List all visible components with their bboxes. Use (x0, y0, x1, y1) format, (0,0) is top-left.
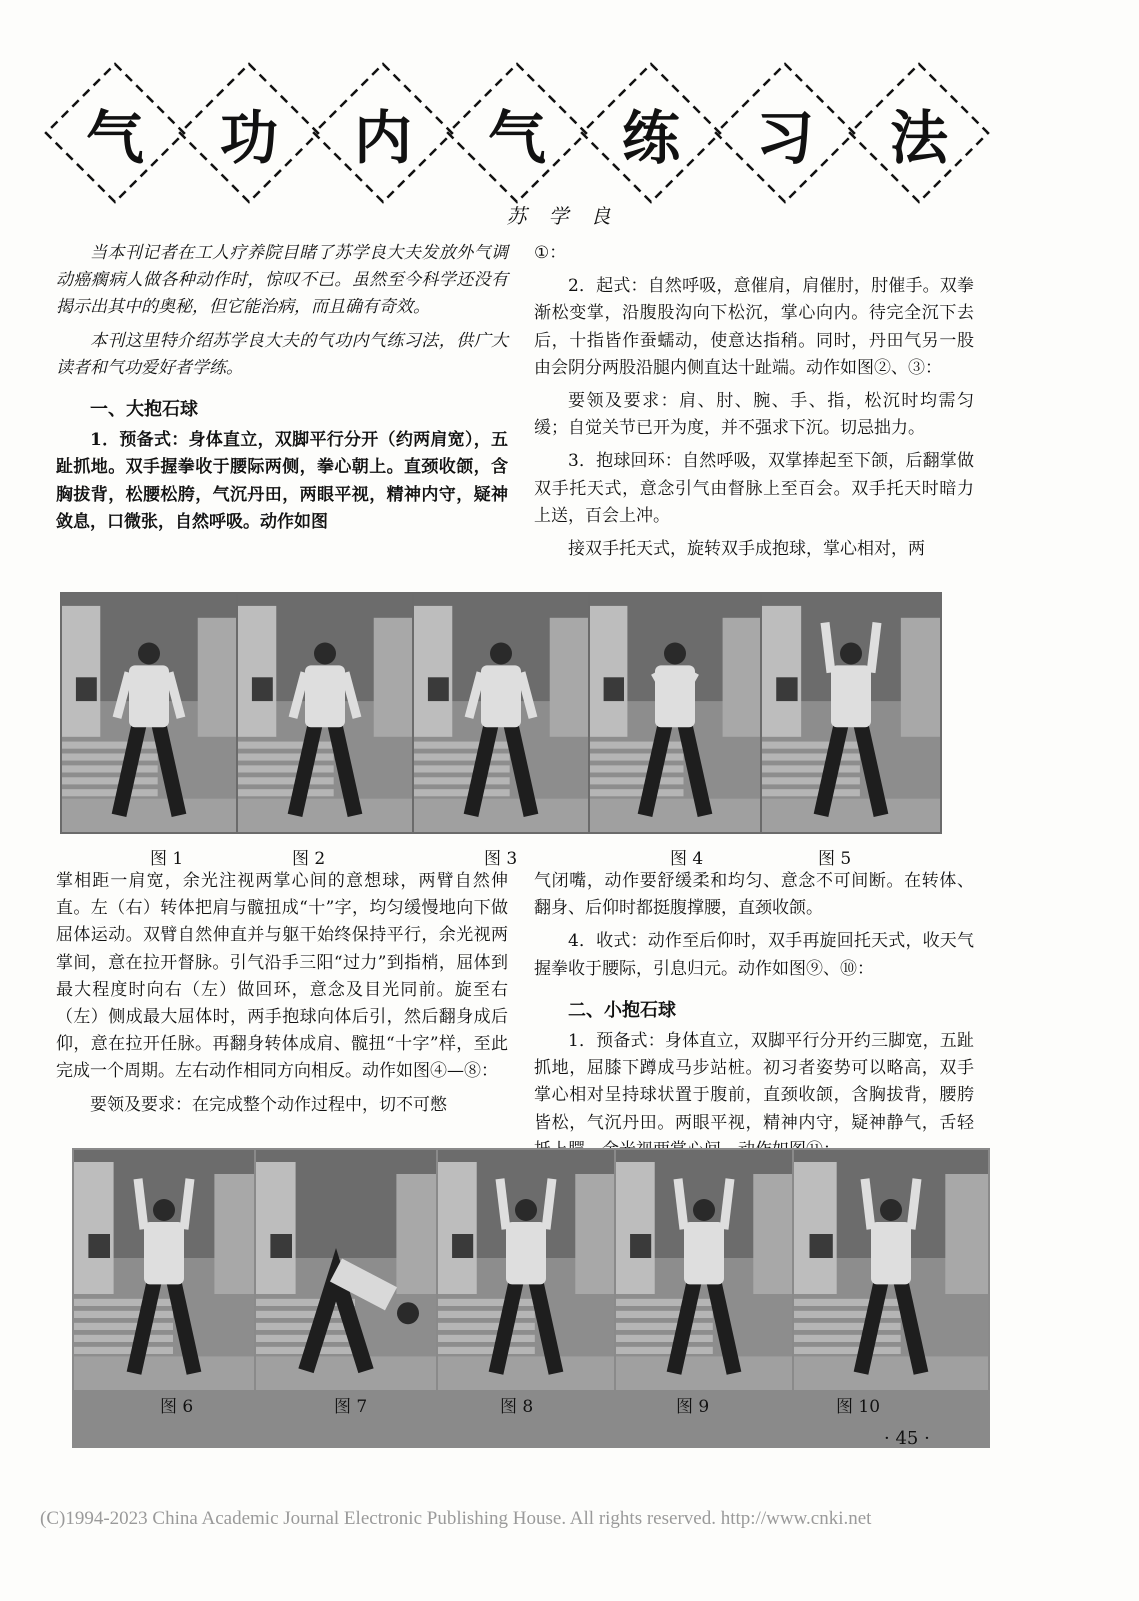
photo-strip-top (60, 592, 942, 834)
caption-figure-4: 图 4 (670, 849, 704, 869)
title-char-7: 法 (889, 104, 948, 172)
photo-figure-4 (590, 594, 760, 832)
step-4-paragraph: 4．收式：动作至后仰时，双手再旋回托天式，收天气握拳收于腰际，引息归元。动作如图⑨、⑩： (534, 931, 974, 979)
photo-figure-6 (74, 1150, 254, 1390)
photo-figure-3 (414, 594, 588, 832)
title-diamond-3 (308, 58, 458, 208)
caption-figure-9: 图 9 (676, 1397, 710, 1417)
step-2-paragraph: 2．起式：自然呼吸，意催肩，肩催肘，肘催手。双拳渐松变掌，沿腹股沟向下松沉，掌心向内。待完全沉下去后，十指皆作蚕蠕动，使意达指稍。同时，丹田气另一股由会阴分两股沿腿内侧直达十趾端。动作如图②、③： (534, 276, 974, 378)
caption-figure-8: 图 8 (500, 1397, 534, 1417)
captions-top (0, 844, 1139, 868)
photo-figure-7 (256, 1150, 436, 1390)
photo-figure-10 (794, 1150, 988, 1390)
step-1-paragraph: 1．预备式：身体直立，双脚平行分开（约两肩宽），五趾抓地。双手握拳收于腰际两侧，拳心朝上。直颈收颌，含胸拔背，松腰松胯，气沉丹田，两眼平视，精神内守，疑神敛息，口微张，自然呼吸。动作如图 (56, 430, 508, 532)
left-column-top (56, 240, 508, 542)
figure-8-image (438, 1150, 614, 1390)
title-diamond-5 (576, 58, 726, 208)
title-diamond-6 (710, 58, 860, 208)
figure-3-image (414, 594, 588, 832)
caption-figure-6: 图 6 (160, 1397, 194, 1417)
title-diamond-4 (442, 58, 592, 208)
photo-figure-5 (762, 594, 940, 832)
right-column-top (534, 240, 974, 569)
title-diamond-2 (174, 58, 324, 208)
copyright-footer: (C)1994-2023 China Academic Journal Electronic Publishing House. All rights reserved. http://www.cnki.net (40, 1508, 872, 1529)
page-number: · 45 · (884, 1428, 930, 1449)
photo-figure-2 (238, 594, 412, 832)
author-name: 苏学良 (506, 204, 633, 228)
figure-7-image (256, 1150, 436, 1390)
left-column-middle (56, 868, 508, 1125)
step-3-paragraph: 3．抱球回环：自然呼吸，双掌捧起至下颌，后翻掌做双手托天式，意念引气由督脉上至百会。双手托天时暗力上送，百会上冲。 (534, 451, 974, 526)
title-char-6: 习 (755, 104, 814, 172)
figure-1-image (62, 594, 236, 832)
figure-6-image (74, 1150, 254, 1390)
step-3-body: 掌相距一肩宽，余光注视两掌心间的意想球，两臂自然伸直。左（右）转体把肩与髋扭成“十”字，均匀缓慢地向下做屈体运动。双臂自然伸直并与躯干始终保持平行，余光视两掌间，意在拉开督脉。引气沿手三阳“过力”到指梢，屈体到最大程度时向右（左）做回环，意念及目光同前。旋至右（左）侧成最大屈体时，两手抱球向体后引，然后翻身成后仰，意在拉开任脉。再翻身转体成肩、髋扭“十字”样，至此完成一个周期。左右动作相同方向相反。动作如图④—⑧： (56, 871, 508, 1082)
step-3-requirements-continued: 气闭嘴，动作要舒缓柔和均匀、意念不可间断。在转体、翻身、后仰时都挺腹撑腰，直颈收颌。 (534, 871, 974, 919)
intro-paragraph-2: 本刊这里特介绍苏学良大夫的气功内气练习法，供广大读者和气功爱好者学练。 (56, 330, 508, 378)
photo-figure-9 (616, 1150, 792, 1390)
photo-figure-8 (438, 1150, 614, 1390)
title-char-5: 练 (621, 104, 680, 172)
title-diamond-1 (40, 58, 190, 208)
title-diamond-7 (844, 58, 994, 208)
figure-2-image (238, 594, 412, 832)
caption-figure-7: 图 7 (334, 1397, 368, 1417)
photo-figure-1 (62, 594, 236, 832)
step-3-requirements: 要领及要求：在完成整个动作过程中，切不可憋 (90, 1094, 447, 1115)
caption-figure-3: 图 3 (484, 849, 518, 869)
section-heading-2: 二、小抱石球 (568, 999, 676, 1021)
step-3-continued: 接双手托天式，旋转双手成抱球，掌心相对，两 (568, 539, 925, 560)
caption-figure-2: 图 2 (292, 849, 326, 869)
title-char-3: 内 (353, 104, 412, 172)
step-2-requirements: 要领及要求：肩、肘、腕、手、指，松沉时均需匀缓；自觉关节已开为度，并不强求下沉。切忌拙力。 (534, 391, 974, 439)
title-banner (40, 58, 1100, 198)
captions-bottom (0, 1392, 1139, 1416)
section-heading-1: 一、大抱石球 (90, 399, 198, 421)
title-char-1: 气 (85, 104, 144, 172)
caption-figure-1: 图 1 (150, 849, 184, 869)
figure-5-image (762, 594, 940, 832)
figure-10-image (794, 1150, 988, 1390)
section-2-step-1: 1．预备式：身体直立，双脚平行分开约三脚宽，五趾抓地，屈膝下蹲成马步站桩。初习者姿势可以略高，双手掌心相对呈持球状置于腹前，直颈收颌，含胸拔背，腰胯皆松，气沉丹田。两眼平视，精神内守，疑神静气，舌轻 (534, 1031, 974, 1133)
caption-figure-5: 图 5 (818, 849, 852, 869)
intro-paragraph-1: 当本刊记者在工人疗养院目睹了苏学良大夫发放外气调动癌瘸病人做各种动作时，惊叹不已。虽然至今科学还没有揭示出其中的奥秘，但它能治病，而且确有奇效。 (56, 243, 508, 318)
title-char-2: 功 (219, 104, 278, 172)
title-char-4: 气 (487, 104, 546, 172)
figure-9-image (616, 1150, 792, 1390)
figure-4-image (590, 594, 760, 832)
right-column-middle (534, 868, 974, 1170)
figure-ref-1: ①： (534, 243, 567, 263)
caption-figure-10: 图 10 (836, 1397, 881, 1417)
